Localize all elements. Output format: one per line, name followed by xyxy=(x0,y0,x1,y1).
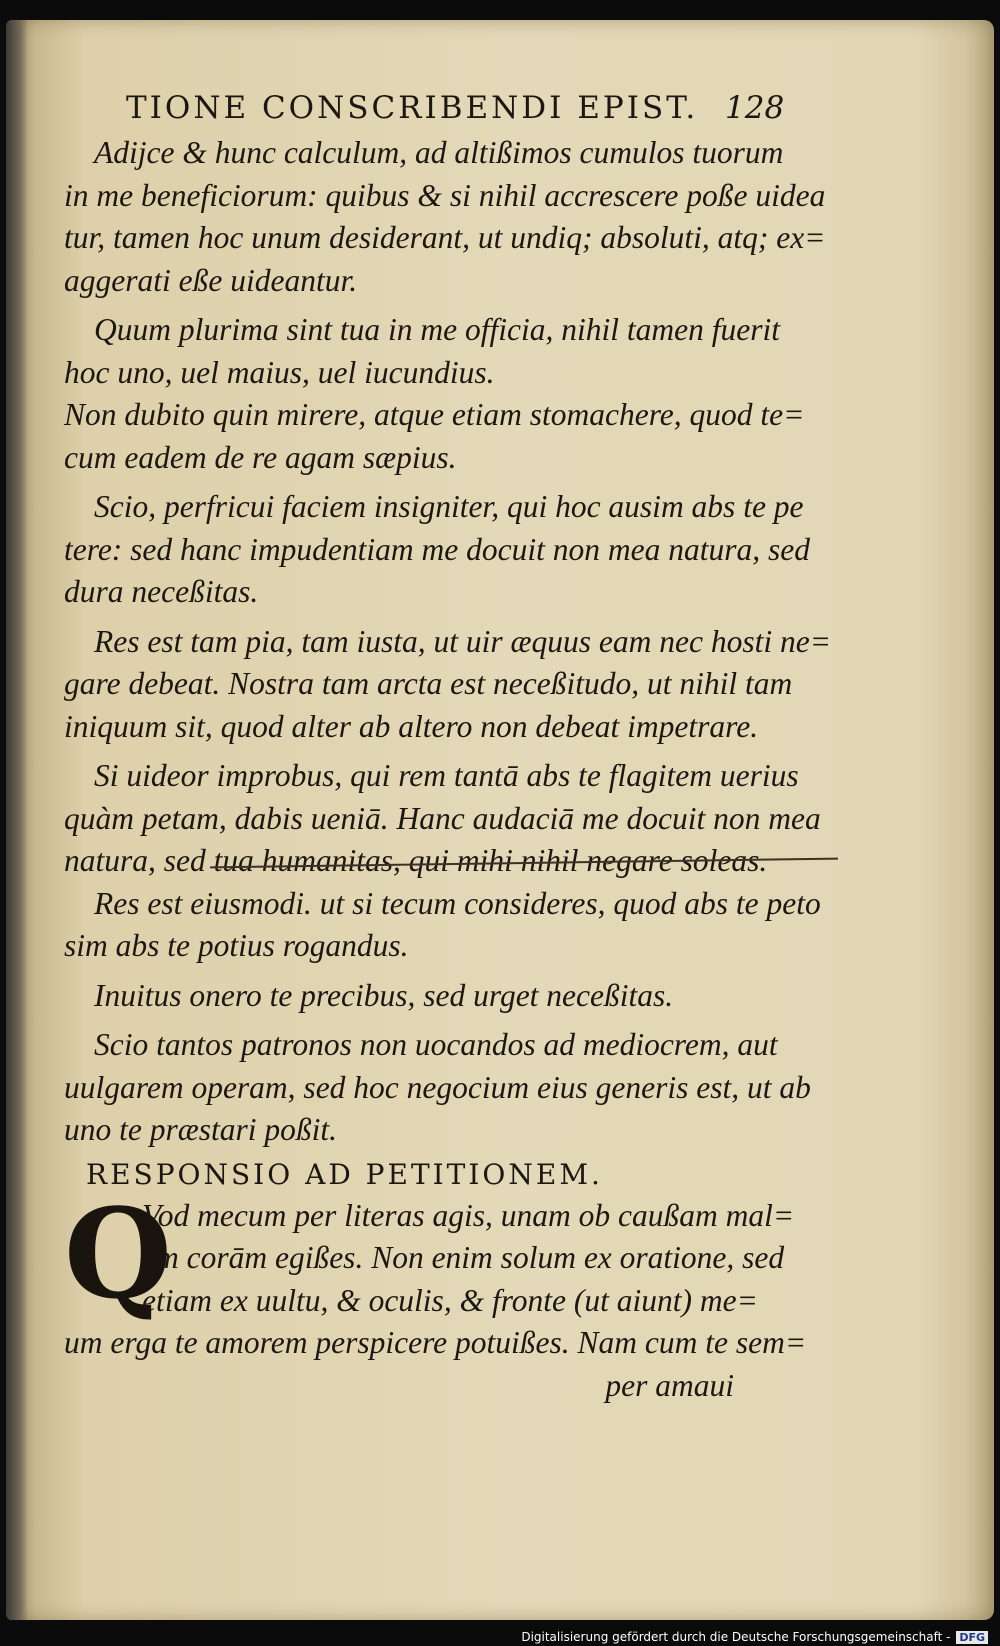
text-line: tur, tamen hoc unum desiderant, ut undiq; absoluti, atq; ex= xyxy=(64,220,826,255)
running-head xyxy=(126,90,804,126)
text-line: dura neceßitas. xyxy=(64,574,259,609)
text-line: iniquum sit, quod alter ab altero non debeat impetrare. xyxy=(64,708,759,744)
text-line: hoc uno, uel maius, uel iucundius. xyxy=(64,354,495,390)
text-line: cum eadem de re agam sæpius. xyxy=(64,439,457,475)
page-number: 128 xyxy=(725,90,785,126)
text-lines-top xyxy=(64,132,831,840)
struck-text-line xyxy=(64,840,804,883)
text-line: Si uideor improbus, qui rem tantā abs te flagitem uerius xyxy=(94,758,799,793)
struck-out-text: tua humanitas, qui mihi nihil negare soleas. xyxy=(213,843,768,878)
text-line: Res est tam pia, tam iusta, ut uir æquus eam nec hosti ne= xyxy=(94,623,831,659)
running-head-title: TIONE CONSCRIBENDI EPIST. xyxy=(126,90,699,126)
text-line: Non dubito quin mirere, atque etiam stomachere, quod te= xyxy=(64,397,805,432)
text-line: etiam ex uultu, & oculis, & fronte (ut aiunt) me= xyxy=(142,1282,758,1318)
text-line: in me beneficiorum: quibus & si nihil accrescere poße uidea xyxy=(64,177,826,213)
footer-credit xyxy=(521,1630,988,1644)
drop-cap-lines xyxy=(64,1195,804,1323)
text-line: uno te præstari poßit. xyxy=(64,1112,338,1147)
text-line: sim abs te potius rogandus. xyxy=(64,928,409,963)
text-line: gare debeat. Nostra tam arcta est neceßitudo, ut nihil tam xyxy=(64,666,793,701)
drop-cap-paragraph xyxy=(64,1181,804,1327)
struck-line-prefix: natura, sed xyxy=(64,843,214,878)
text-line: Res est eiusmodi. ut si tecum consideres, quod abs te peto xyxy=(94,885,821,921)
text-line: Inuitus onero te precibus, sed urget neceßitas. xyxy=(94,977,674,1013)
book-spine xyxy=(6,20,28,1620)
dfg-logo: DFG xyxy=(956,1631,988,1644)
text-line: Scio, perfricui faciem insigniter, qui hoc ausim abs te pe xyxy=(94,489,804,524)
book-page xyxy=(6,20,994,1620)
text-line: em corām egißes. Non enim solum ex oratione, sed xyxy=(142,1240,785,1275)
text-line: tere: sed hanc impudentiam me docuit non mea natura, sed xyxy=(64,531,810,567)
text-line: Vod mecum per literas agis, unam ob caußam mal= xyxy=(142,1197,795,1233)
text-lines-bottom xyxy=(64,1322,807,1365)
text-block xyxy=(64,90,831,1407)
text-line: Scio tantos patronos non uocandos ad mediocrem, aut xyxy=(94,1027,778,1062)
text-line: um erga te amorem perspicere potuißes. Nam cum te sem= xyxy=(64,1325,807,1360)
text-line: Adijce & hunc calculum, ad altißimos cumulos tuorum xyxy=(94,135,784,170)
text-line: Quum plurima sint tua in me officia, nihil tamen fuerit xyxy=(94,312,780,347)
footer-text: Digitalisierung gefördert durch die Deutsche Forschungsgemeinschaft - xyxy=(521,1630,951,1644)
section-heading: RESPONSIO AD PETITIONEM. xyxy=(86,1157,603,1191)
text-line: uulgarem operam, sed hoc negocium eius generis est, ut ab xyxy=(64,1069,811,1105)
catchword: per amaui xyxy=(605,1367,734,1403)
text-line: aggerati eße uideantur. xyxy=(64,262,358,298)
drop-cap-initial: Q xyxy=(64,1181,173,1327)
text-lines-middle xyxy=(64,883,821,1152)
text-line: quàm petam, dabis ueniā. Hanc audaciā me docuit non mea xyxy=(64,800,821,836)
